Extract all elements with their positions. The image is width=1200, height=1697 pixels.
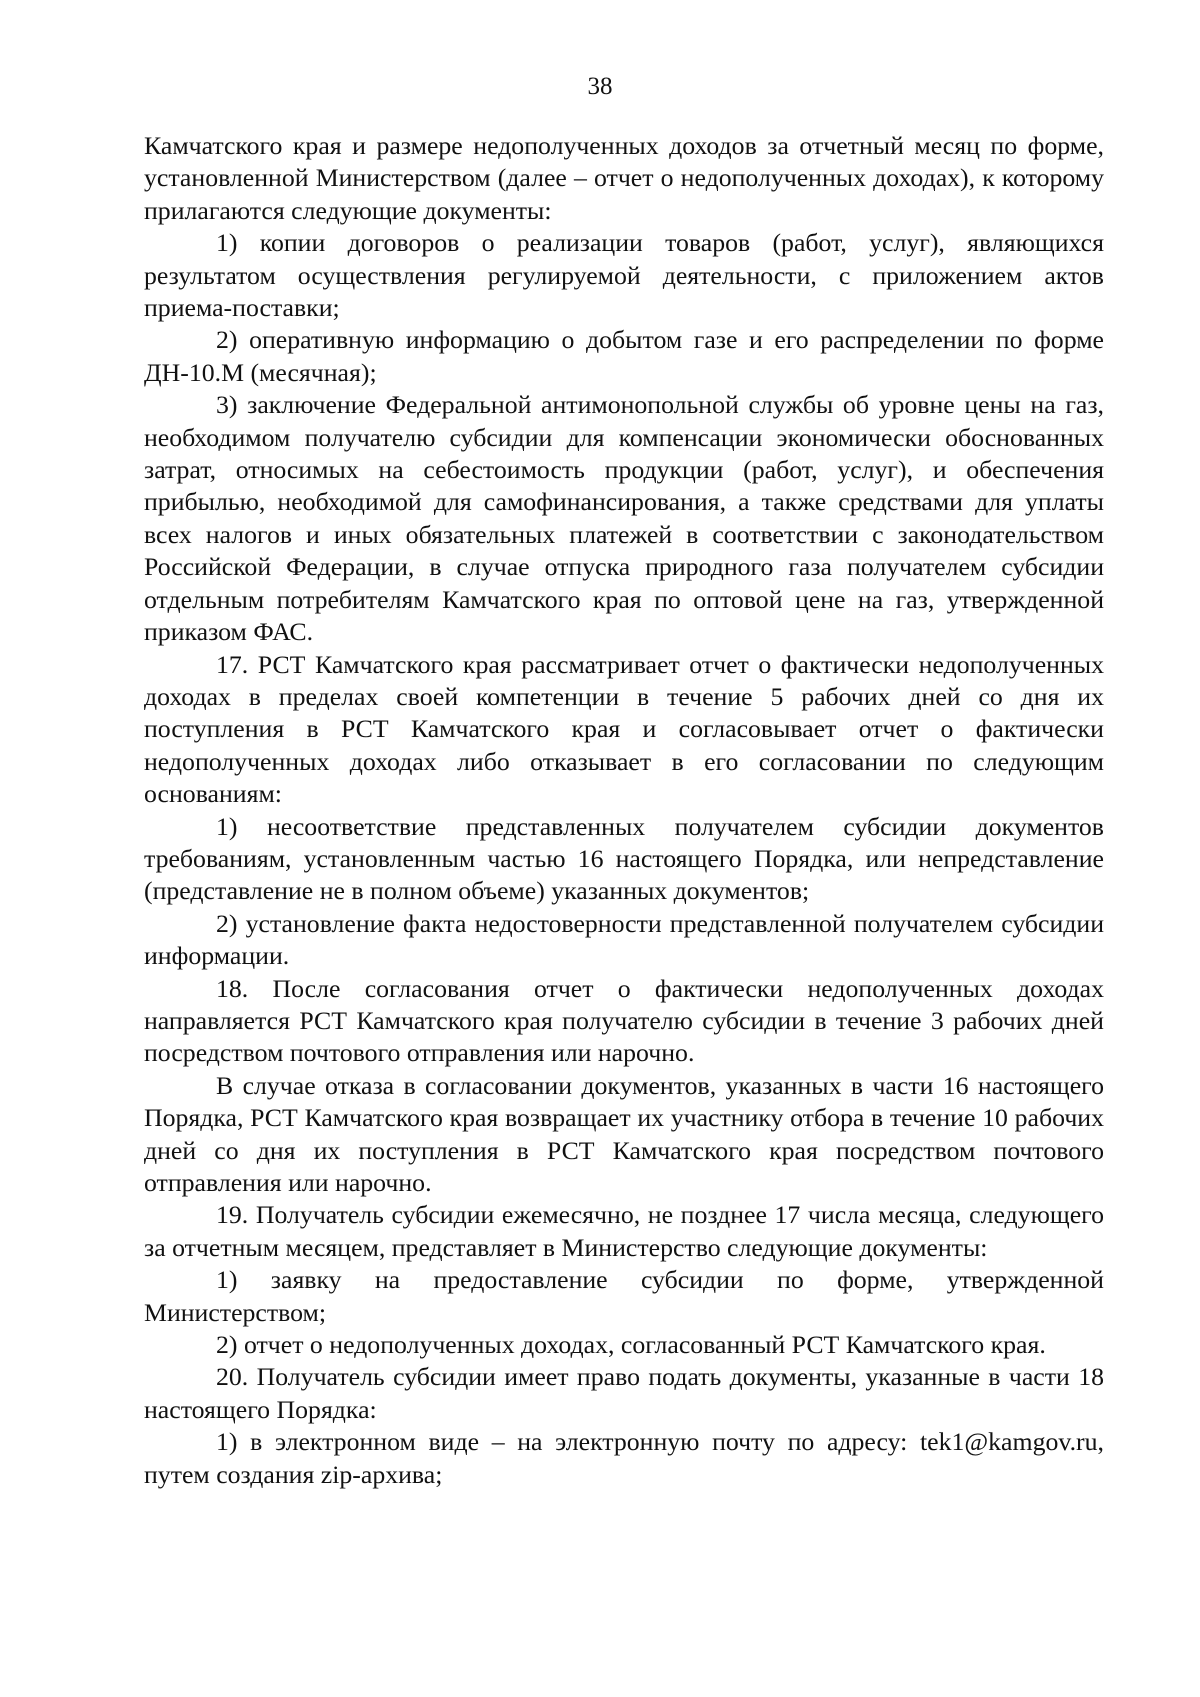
paragraph-section-18-refusal: В случае отказа в согласовании документов, указанных в части 16 настоящего Порядка, РСТ Камчатского края возвращает их участнику отбора в течение 10 рабочих дней со дня их поступления в РСТ Камчатского края посредством почтового отправления или нарочно. xyxy=(144,1070,1104,1197)
paragraph-item-3-fas-conclusion: 3) заключение Федеральной антимонопольной службы об уровне цены на газ, необходимом получателю субсидии для компенсации экономически обоснованных затрат, относимых на себестоимость продукции (работ, услуг), и обеспечения прибылью, необходимой для самофинансирования, а также средствами для уплаты всех налогов и иных обязательных платежей в соответствии с законодательством Российской Федерации, в случае отпуска природного газа получателем субсидии отдельным потребителям Камчатского края по оптовой цене на газ, утвержденной приказом ФАС. xyxy=(144,390,1104,647)
paragraph-section-20-item-1: 1) в электронном виде – на электронную почту по адресу: tek1@kamgov.ru, путем создания zip-архива; xyxy=(144,1427,1104,1489)
paragraph-section-17-item-2: 2) установление факта недостоверности представленной получателем субсидии информации. xyxy=(144,908,1104,971)
paragraph-continuation: Камчатского края и размере недополученных доходов за отчетный месяц по форме, установленной Министерством (далее – отчет о недополученных доходах), к которому прилагаются следующие документы: xyxy=(144,131,1104,225)
document-body xyxy=(144,130,1104,1491)
paragraph-item-1-contracts: 1) копии договоров о реализации товаров (работ, услуг), являющихся результатом осуществления регулируемой деятельности, с приложением актов приема-поставки; xyxy=(144,228,1104,323)
paragraph-section-19-item-2: 2) отчет о недополученных доходах, согласованный РСТ Камчатского края. xyxy=(216,1330,1046,1360)
paragraph-section-17-item-1: 1) несоответствие представленных получателем субсидии документов требованиям, установленным частью 16 настоящего Порядка, или непредставление (представление не в полном объеме) указанных документов; xyxy=(144,811,1104,906)
paragraph-section-19-item-1: 1) заявку на предоставление субсидии по форме, утвержденной Министерством; xyxy=(144,1265,1104,1327)
page-number: 38 xyxy=(587,73,613,100)
paragraph-section-20: 20. Получатель субсидии имеет право подать документы, указанные в части 18 настоящего Порядка: xyxy=(144,1362,1104,1424)
paragraph-section-19: 19. Получатель субсидии ежемесячно, не позднее 17 числа месяца, следующего за отчетным месяцем, представляет в Министерство следующие документы: xyxy=(144,1200,1104,1262)
paragraph-item-2-operational-info: 2) оперативную информацию о добытом газе и его распределении по форме ДН-10.М (месячная); xyxy=(144,325,1104,387)
paragraph-section-17: 17. РСТ Камчатского края рассматривает отчет о фактически недополученных доходах в пределах своей компетенции в течение 5 рабочих дней со дня их поступления в РСТ Камчатского края и согласовывает отчет о фактически недополученных доходах либо отказывает в его согласовании по следующим основаниям: xyxy=(144,649,1104,809)
paragraph-section-18: 18. После согласования отчет о фактически недополученных доходах направляется РСТ Камчатского края получателю субсидии в течение 3 рабочих дней посредством почтового отправления или нарочно. xyxy=(144,973,1104,1068)
